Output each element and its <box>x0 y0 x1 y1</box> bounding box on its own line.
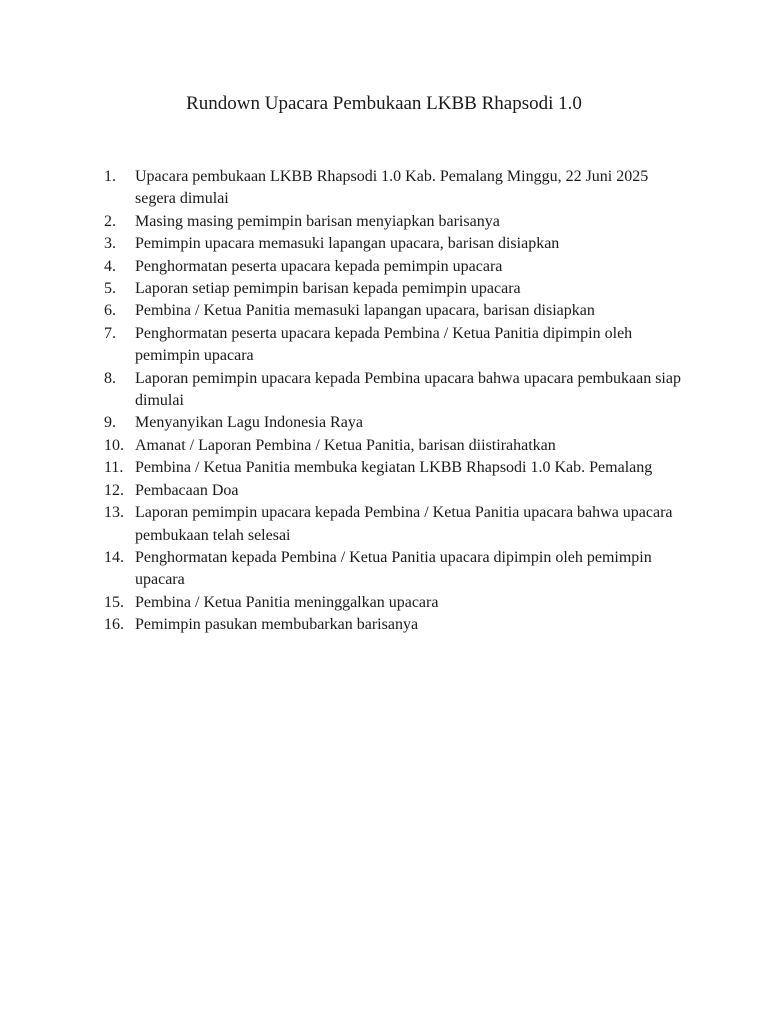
item-text: Pembina / Ketua Panitia meninggalkan upacara <box>135 593 439 611</box>
item-text: Amanat / Laporan Pembina / Ketua Panitia, barisan diistirahatkan <box>135 436 556 454</box>
list-item <box>104 211 684 233</box>
item-number: 10. <box>104 436 124 454</box>
item-number: 5. <box>104 280 116 298</box>
item-text: Pemimpin pasukan membubarkan barisanya <box>135 616 419 634</box>
list-item <box>104 614 684 636</box>
item-text: Penghormatan kepada Pembina / Ketua Panitia upacara dipimpin oleh pemimpin upacara <box>135 548 652 589</box>
item-text: Masing masing pemimpin barisan menyiapkan barisanya <box>135 212 500 230</box>
item-number: 1. <box>104 168 116 185</box>
item-text: Pembina / Ketua Panitia memasuki lapangan upacara, barisan disiapkan <box>135 302 595 320</box>
rundown-list <box>104 166 684 637</box>
item-number: 6. <box>104 302 116 320</box>
item-text: Laporan pemimpin upacara kepada Pembina upacara bahwa upacara pembukaan siap dimulai <box>135 369 681 410</box>
item-text: Laporan pemimpin upacara kepada Pembina / Ketua Panitia upacara bahwa upacara pembukaan telah selesai <box>135 504 673 544</box>
item-text: Pemimpin upacara memasuki lapangan upacara, barisan disiapkan <box>135 235 560 253</box>
list-item <box>104 256 684 278</box>
document-title: Rundown Upacara Pembukaan LKBB Rhapsodi 1.0 <box>186 93 582 114</box>
item-text: Menyanyikan Lagu Indonesia Raya <box>135 414 363 432</box>
item-number: 15. <box>104 593 124 611</box>
list-item <box>104 435 684 457</box>
item-number: 4. <box>104 257 116 275</box>
list-item <box>104 457 684 479</box>
item-text: Pembacaan Doa <box>135 481 239 499</box>
item-text: Laporan setiap pemimpin barisan kepada pemimpin upacara <box>135 280 521 298</box>
item-number: 13. <box>104 504 124 522</box>
item-number: 12. <box>104 481 124 499</box>
item-number: 2. <box>104 212 116 230</box>
list-item <box>104 323 684 368</box>
item-number: 16. <box>104 616 124 634</box>
item-text: Penghormatan peserta upacara kepada Pembina / Ketua Panitia dipimpin oleh pemimpin upacara <box>135 324 633 365</box>
list-item <box>104 480 684 502</box>
list-item <box>104 300 684 322</box>
list-item <box>104 547 684 592</box>
item-number: 8. <box>104 369 116 387</box>
list-item <box>104 166 684 211</box>
item-number: 7. <box>104 324 116 342</box>
list-item <box>104 233 684 255</box>
list-item <box>104 368 684 413</box>
item-number: 9. <box>104 414 116 432</box>
item-number: 3. <box>104 235 116 253</box>
list-item <box>104 592 684 614</box>
item-text: Pembina / Ketua Panitia membuka kegiatan LKBB Rhapsodi 1.0 Kab. Pemalang <box>135 459 653 477</box>
list-item <box>104 278 684 300</box>
list-item <box>104 412 684 434</box>
item-number: 14. <box>104 548 124 566</box>
item-text: Upacara pembukaan LKBB Rhapsodi 1.0 Kab. Pemalang Minggu, 22 Juni 2025 segera dimulai <box>135 168 649 208</box>
item-text: Penghormatan peserta upacara kepada pemimpin upacara <box>135 257 503 275</box>
list-item <box>104 502 684 547</box>
item-number: 11. <box>104 459 124 477</box>
